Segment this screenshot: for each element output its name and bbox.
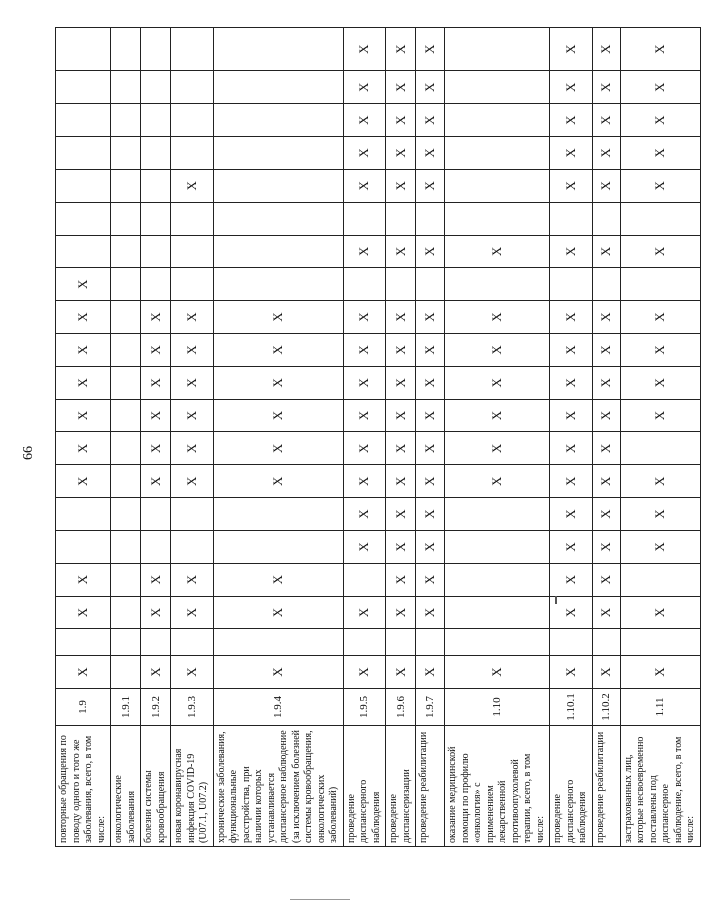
mark-cell: X bbox=[386, 334, 416, 367]
row-code: 1.9.4 bbox=[213, 688, 343, 725]
mark-cell: X bbox=[56, 301, 111, 334]
mark-cell: X bbox=[56, 465, 111, 498]
mark-cell: X bbox=[213, 334, 343, 367]
mark-cell: X bbox=[56, 432, 111, 465]
mark-cell: X bbox=[171, 169, 214, 202]
mark-cell bbox=[416, 268, 445, 301]
row-code: 1.9.1 bbox=[111, 688, 141, 725]
mark-cell bbox=[213, 169, 343, 202]
mark-cell: X bbox=[171, 432, 214, 465]
mark-cell: X bbox=[386, 104, 416, 137]
mark-cell bbox=[620, 563, 700, 596]
row-code: 1.9.5 bbox=[343, 688, 386, 725]
mark-cell bbox=[56, 71, 111, 104]
mark-cell: X bbox=[171, 334, 214, 367]
mark-cell: X bbox=[550, 104, 593, 137]
mark-cell: X bbox=[445, 366, 550, 399]
row-code: 1.9.2 bbox=[141, 688, 171, 725]
mark-cell: X bbox=[56, 596, 111, 629]
row-code: 1.10.1 bbox=[550, 688, 593, 725]
mark-cell bbox=[141, 137, 171, 170]
mark-cell: X bbox=[343, 498, 386, 531]
mark-cell: X bbox=[445, 301, 550, 334]
mark-cell bbox=[56, 629, 111, 656]
mark-cell bbox=[592, 202, 620, 235]
mark-cell bbox=[56, 530, 111, 563]
mark-cell: X bbox=[592, 104, 620, 137]
row-code: 1.9 bbox=[56, 688, 111, 725]
row-code: 1.9.6 bbox=[386, 688, 416, 725]
mark-cell: X bbox=[445, 656, 550, 689]
table-row bbox=[171, 28, 214, 847]
mark-cell: X bbox=[592, 366, 620, 399]
mark-cell: X bbox=[171, 366, 214, 399]
mark-cell bbox=[171, 71, 214, 104]
mark-cell: X bbox=[343, 465, 386, 498]
mark-cell: X bbox=[550, 432, 593, 465]
mark-cell bbox=[386, 629, 416, 656]
mark-cell bbox=[111, 28, 141, 71]
mark-cell: X bbox=[343, 530, 386, 563]
scan-edge bbox=[290, 899, 350, 900]
mark-cell bbox=[416, 629, 445, 656]
mark-cell bbox=[213, 104, 343, 137]
mark-cell: X bbox=[550, 169, 593, 202]
mark-cell: X bbox=[56, 563, 111, 596]
mark-cell: X bbox=[592, 596, 620, 629]
mark-cell: X bbox=[592, 530, 620, 563]
mark-cell: X bbox=[141, 656, 171, 689]
mark-cell: X bbox=[141, 301, 171, 334]
mark-cell bbox=[141, 202, 171, 235]
mark-cell bbox=[213, 137, 343, 170]
mark-cell bbox=[171, 530, 214, 563]
mark-cell: X bbox=[141, 334, 171, 367]
mark-cell: X bbox=[56, 399, 111, 432]
mark-cell: X bbox=[416, 301, 445, 334]
row-label: проведение реабилитации bbox=[592, 725, 620, 846]
mark-cell: X bbox=[386, 71, 416, 104]
mark-cell: X bbox=[620, 104, 700, 137]
mark-cell bbox=[416, 202, 445, 235]
mark-cell: X bbox=[550, 530, 593, 563]
mark-cell: X bbox=[386, 137, 416, 170]
mark-cell bbox=[213, 530, 343, 563]
mark-cell: X bbox=[620, 399, 700, 432]
row-label: проведение диспансеризации bbox=[386, 725, 416, 846]
mark-cell: X bbox=[416, 465, 445, 498]
mark-cell: X bbox=[620, 301, 700, 334]
mark-cell: X bbox=[550, 596, 593, 629]
mark-cell bbox=[111, 301, 141, 334]
mark-cell: X bbox=[416, 432, 445, 465]
mark-cell: X bbox=[141, 399, 171, 432]
mark-cell: X bbox=[386, 465, 416, 498]
mark-cell: X bbox=[592, 235, 620, 268]
mark-cell: X bbox=[386, 596, 416, 629]
mark-cell: X bbox=[343, 301, 386, 334]
row-code: 1.9.7 bbox=[416, 688, 445, 725]
mark-cell: X bbox=[416, 334, 445, 367]
row-label: проведение диспансерного наблюдения bbox=[343, 725, 386, 846]
mark-cell: X bbox=[213, 465, 343, 498]
mark-cell bbox=[171, 498, 214, 531]
mark-cell bbox=[111, 656, 141, 689]
mark-cell: X bbox=[550, 498, 593, 531]
mark-cell bbox=[111, 104, 141, 137]
mark-cell: X bbox=[550, 563, 593, 596]
mark-cell: X bbox=[141, 465, 171, 498]
mark-cell: X bbox=[343, 71, 386, 104]
mark-cell: X bbox=[416, 563, 445, 596]
mark-cell: X bbox=[386, 169, 416, 202]
mark-cell bbox=[213, 629, 343, 656]
table-row bbox=[445, 28, 550, 847]
mark-cell: X bbox=[213, 399, 343, 432]
mark-cell bbox=[445, 71, 550, 104]
mark-cell: X bbox=[343, 399, 386, 432]
mark-cell bbox=[56, 169, 111, 202]
mark-cell: X bbox=[620, 334, 700, 367]
mark-cell bbox=[445, 104, 550, 137]
mark-cell bbox=[213, 498, 343, 531]
mark-cell bbox=[141, 629, 171, 656]
mark-cell bbox=[111, 334, 141, 367]
mark-cell bbox=[620, 629, 700, 656]
mark-cell: X bbox=[141, 432, 171, 465]
row-code: 1.10.2 bbox=[592, 688, 620, 725]
mark-cell bbox=[141, 235, 171, 268]
mark-cell bbox=[550, 202, 593, 235]
mark-cell bbox=[592, 268, 620, 301]
mark-cell: X bbox=[171, 563, 214, 596]
mark-cell bbox=[111, 169, 141, 202]
row-code: 1.11 bbox=[620, 688, 700, 725]
mark-cell: X bbox=[386, 432, 416, 465]
mark-cell bbox=[171, 104, 214, 137]
mark-cell: X bbox=[213, 366, 343, 399]
mark-cell bbox=[171, 268, 214, 301]
mark-cell: X bbox=[620, 530, 700, 563]
mark-cell bbox=[141, 28, 171, 71]
mark-cell bbox=[213, 235, 343, 268]
mark-cell bbox=[213, 28, 343, 71]
mark-cell: X bbox=[56, 656, 111, 689]
mark-cell bbox=[56, 202, 111, 235]
mark-cell: X bbox=[445, 465, 550, 498]
mark-cell: X bbox=[386, 235, 416, 268]
mark-cell: X bbox=[171, 301, 214, 334]
row-label: повторные обращения по поводу одного и того же заболевания, всего, в том числе: bbox=[56, 725, 111, 846]
mark-cell: X bbox=[620, 366, 700, 399]
mark-cell bbox=[111, 629, 141, 656]
table-row bbox=[141, 28, 171, 847]
mark-cell: X bbox=[620, 137, 700, 170]
mark-cell: X bbox=[56, 268, 111, 301]
mark-cell: X bbox=[416, 235, 445, 268]
mark-cell: X bbox=[416, 169, 445, 202]
mark-cell: X bbox=[416, 530, 445, 563]
mark-cell: X bbox=[141, 596, 171, 629]
mark-cell bbox=[111, 530, 141, 563]
table-row bbox=[620, 28, 700, 847]
mark-cell: X bbox=[141, 366, 171, 399]
mark-cell: X bbox=[386, 656, 416, 689]
mark-cell: X bbox=[550, 71, 593, 104]
mark-cell bbox=[111, 465, 141, 498]
mark-cell bbox=[213, 268, 343, 301]
mark-cell bbox=[141, 268, 171, 301]
mark-cell bbox=[56, 104, 111, 137]
mark-cell bbox=[445, 268, 550, 301]
mark-cell: X bbox=[620, 596, 700, 629]
mark-cell: X bbox=[213, 596, 343, 629]
mark-cell: X bbox=[416, 498, 445, 531]
mark-cell: X bbox=[343, 596, 386, 629]
mark-cell bbox=[171, 137, 214, 170]
mark-cell: X bbox=[386, 399, 416, 432]
row-label: проведение диспансерного наблюдения bbox=[550, 725, 593, 846]
mark-cell: X bbox=[550, 465, 593, 498]
mark-cell bbox=[550, 268, 593, 301]
mark-cell bbox=[111, 366, 141, 399]
mark-cell bbox=[111, 432, 141, 465]
mark-cell bbox=[445, 596, 550, 629]
mark-cell bbox=[620, 202, 700, 235]
mark-cell: X bbox=[213, 563, 343, 596]
table-row bbox=[592, 28, 620, 847]
mark-cell bbox=[56, 498, 111, 531]
mark-cell bbox=[141, 169, 171, 202]
mark-cell: X bbox=[592, 301, 620, 334]
mark-cell: X bbox=[550, 399, 593, 432]
mark-cell bbox=[111, 399, 141, 432]
mark-cell: X bbox=[343, 235, 386, 268]
mark-cell: X bbox=[592, 71, 620, 104]
mark-cell bbox=[445, 498, 550, 531]
mark-cell: X bbox=[213, 301, 343, 334]
mark-cell bbox=[111, 137, 141, 170]
mark-cell: X bbox=[141, 563, 171, 596]
mark-cell bbox=[111, 202, 141, 235]
mark-cell: X bbox=[550, 301, 593, 334]
mark-cell: X bbox=[620, 465, 700, 498]
table-row bbox=[111, 28, 141, 847]
mark-cell: X bbox=[592, 432, 620, 465]
mark-cell bbox=[56, 28, 111, 71]
mark-cell bbox=[171, 202, 214, 235]
mark-cell: X bbox=[171, 596, 214, 629]
mark-cell: X bbox=[386, 530, 416, 563]
mark-cell: X bbox=[213, 656, 343, 689]
mark-cell: X bbox=[416, 28, 445, 71]
mark-cell bbox=[141, 71, 171, 104]
mark-cell: X bbox=[416, 399, 445, 432]
mark-cell: X bbox=[592, 498, 620, 531]
mark-cell bbox=[56, 137, 111, 170]
row-label: оказание медицинской помощи по профилю «онкология» с применением лекарственной противоопухолевой терапии, всего, в том числе: bbox=[445, 725, 550, 846]
scan-mark bbox=[555, 596, 557, 604]
mark-cell bbox=[111, 235, 141, 268]
mark-cell: X bbox=[445, 235, 550, 268]
mark-cell bbox=[171, 28, 214, 71]
mark-cell bbox=[445, 629, 550, 656]
mark-cell bbox=[445, 202, 550, 235]
mark-cell: X bbox=[550, 235, 593, 268]
mark-cell: X bbox=[620, 169, 700, 202]
mark-cell: X bbox=[620, 28, 700, 71]
mark-cell: X bbox=[445, 432, 550, 465]
mark-cell: X bbox=[343, 104, 386, 137]
row-label: застрахованных лиц, которые несвоевременно поставлены под диспансерное наблюдение, всего, в том числе: bbox=[620, 725, 700, 846]
mark-cell bbox=[343, 629, 386, 656]
table-row bbox=[416, 28, 445, 847]
mark-cell bbox=[445, 563, 550, 596]
mark-cell: X bbox=[343, 334, 386, 367]
mark-cell: X bbox=[171, 465, 214, 498]
mark-cell bbox=[343, 202, 386, 235]
mark-cell: X bbox=[416, 104, 445, 137]
mark-cell: X bbox=[445, 399, 550, 432]
mark-cell: X bbox=[343, 28, 386, 71]
row-code: 1.9.3 bbox=[171, 688, 214, 725]
mark-cell: X bbox=[550, 656, 593, 689]
mark-cell bbox=[56, 235, 111, 268]
mark-cell bbox=[445, 28, 550, 71]
mark-cell bbox=[445, 530, 550, 563]
mark-cell bbox=[445, 169, 550, 202]
mark-cell: X bbox=[386, 301, 416, 334]
page-number: 66 bbox=[21, 446, 36, 460]
mark-cell: X bbox=[213, 432, 343, 465]
mark-cell: X bbox=[592, 563, 620, 596]
row-code: 1.10 bbox=[445, 688, 550, 725]
mark-cell: X bbox=[171, 399, 214, 432]
mark-cell: X bbox=[416, 137, 445, 170]
mark-cell: X bbox=[343, 656, 386, 689]
mark-cell bbox=[213, 202, 343, 235]
mark-cell bbox=[592, 629, 620, 656]
mark-cell bbox=[620, 268, 700, 301]
table-row bbox=[213, 28, 343, 847]
table-row bbox=[56, 28, 111, 847]
table-row bbox=[343, 28, 386, 847]
mark-cell bbox=[386, 268, 416, 301]
row-label: болезни системы кровообращения bbox=[141, 725, 171, 846]
rotated-table-container bbox=[55, 27, 696, 847]
mark-cell: X bbox=[343, 169, 386, 202]
mark-cell: X bbox=[592, 137, 620, 170]
mark-cell: X bbox=[550, 28, 593, 71]
mark-cell: X bbox=[56, 334, 111, 367]
mark-cell bbox=[445, 137, 550, 170]
mark-cell: X bbox=[445, 334, 550, 367]
mark-cell bbox=[343, 268, 386, 301]
mark-cell: X bbox=[592, 169, 620, 202]
mark-cell: X bbox=[592, 28, 620, 71]
row-label: новая коронавирусная инфекция COVID-19 (U07.1, U07.2) bbox=[171, 725, 214, 846]
mark-cell: X bbox=[592, 399, 620, 432]
mark-cell bbox=[213, 71, 343, 104]
mark-cell bbox=[111, 268, 141, 301]
mark-cell bbox=[141, 530, 171, 563]
mark-cell: X bbox=[343, 137, 386, 170]
mark-cell: X bbox=[416, 596, 445, 629]
mark-cell: X bbox=[343, 432, 386, 465]
mark-cell: X bbox=[620, 71, 700, 104]
mark-cell bbox=[141, 104, 171, 137]
mark-cell bbox=[171, 629, 214, 656]
mark-cell: X bbox=[386, 366, 416, 399]
mark-cell: X bbox=[416, 366, 445, 399]
mark-cell: X bbox=[620, 656, 700, 689]
mark-cell: X bbox=[550, 334, 593, 367]
mark-cell bbox=[111, 71, 141, 104]
mark-cell: X bbox=[592, 656, 620, 689]
form-table bbox=[55, 27, 701, 847]
mark-cell: X bbox=[416, 656, 445, 689]
mark-cell: X bbox=[171, 656, 214, 689]
mark-cell bbox=[620, 432, 700, 465]
row-label: проведение реабилитации bbox=[416, 725, 445, 846]
mark-cell: X bbox=[56, 366, 111, 399]
mark-cell bbox=[343, 563, 386, 596]
table-row bbox=[386, 28, 416, 847]
mark-cell: X bbox=[343, 366, 386, 399]
row-label: онкологические заболевания bbox=[111, 725, 141, 846]
mark-cell bbox=[111, 596, 141, 629]
mark-cell bbox=[386, 202, 416, 235]
mark-cell bbox=[141, 498, 171, 531]
mark-cell: X bbox=[386, 498, 416, 531]
mark-cell bbox=[111, 498, 141, 531]
mark-cell: X bbox=[550, 137, 593, 170]
mark-cell bbox=[550, 629, 593, 656]
row-label: хронические заболевания, функциональные расстройства, при наличии которых устанавливается диспансерное наблюдение (за исключением болезней системы кровообращения, онкологических заболеваний) bbox=[213, 725, 343, 846]
mark-cell: X bbox=[592, 334, 620, 367]
mark-cell: X bbox=[620, 235, 700, 268]
mark-cell: X bbox=[386, 28, 416, 71]
mark-cell: X bbox=[550, 366, 593, 399]
mark-cell bbox=[111, 563, 141, 596]
mark-cell: X bbox=[386, 563, 416, 596]
mark-cell: X bbox=[416, 71, 445, 104]
mark-cell: X bbox=[592, 465, 620, 498]
table-row bbox=[550, 28, 593, 847]
mark-cell: X bbox=[620, 498, 700, 531]
mark-cell bbox=[171, 235, 214, 268]
